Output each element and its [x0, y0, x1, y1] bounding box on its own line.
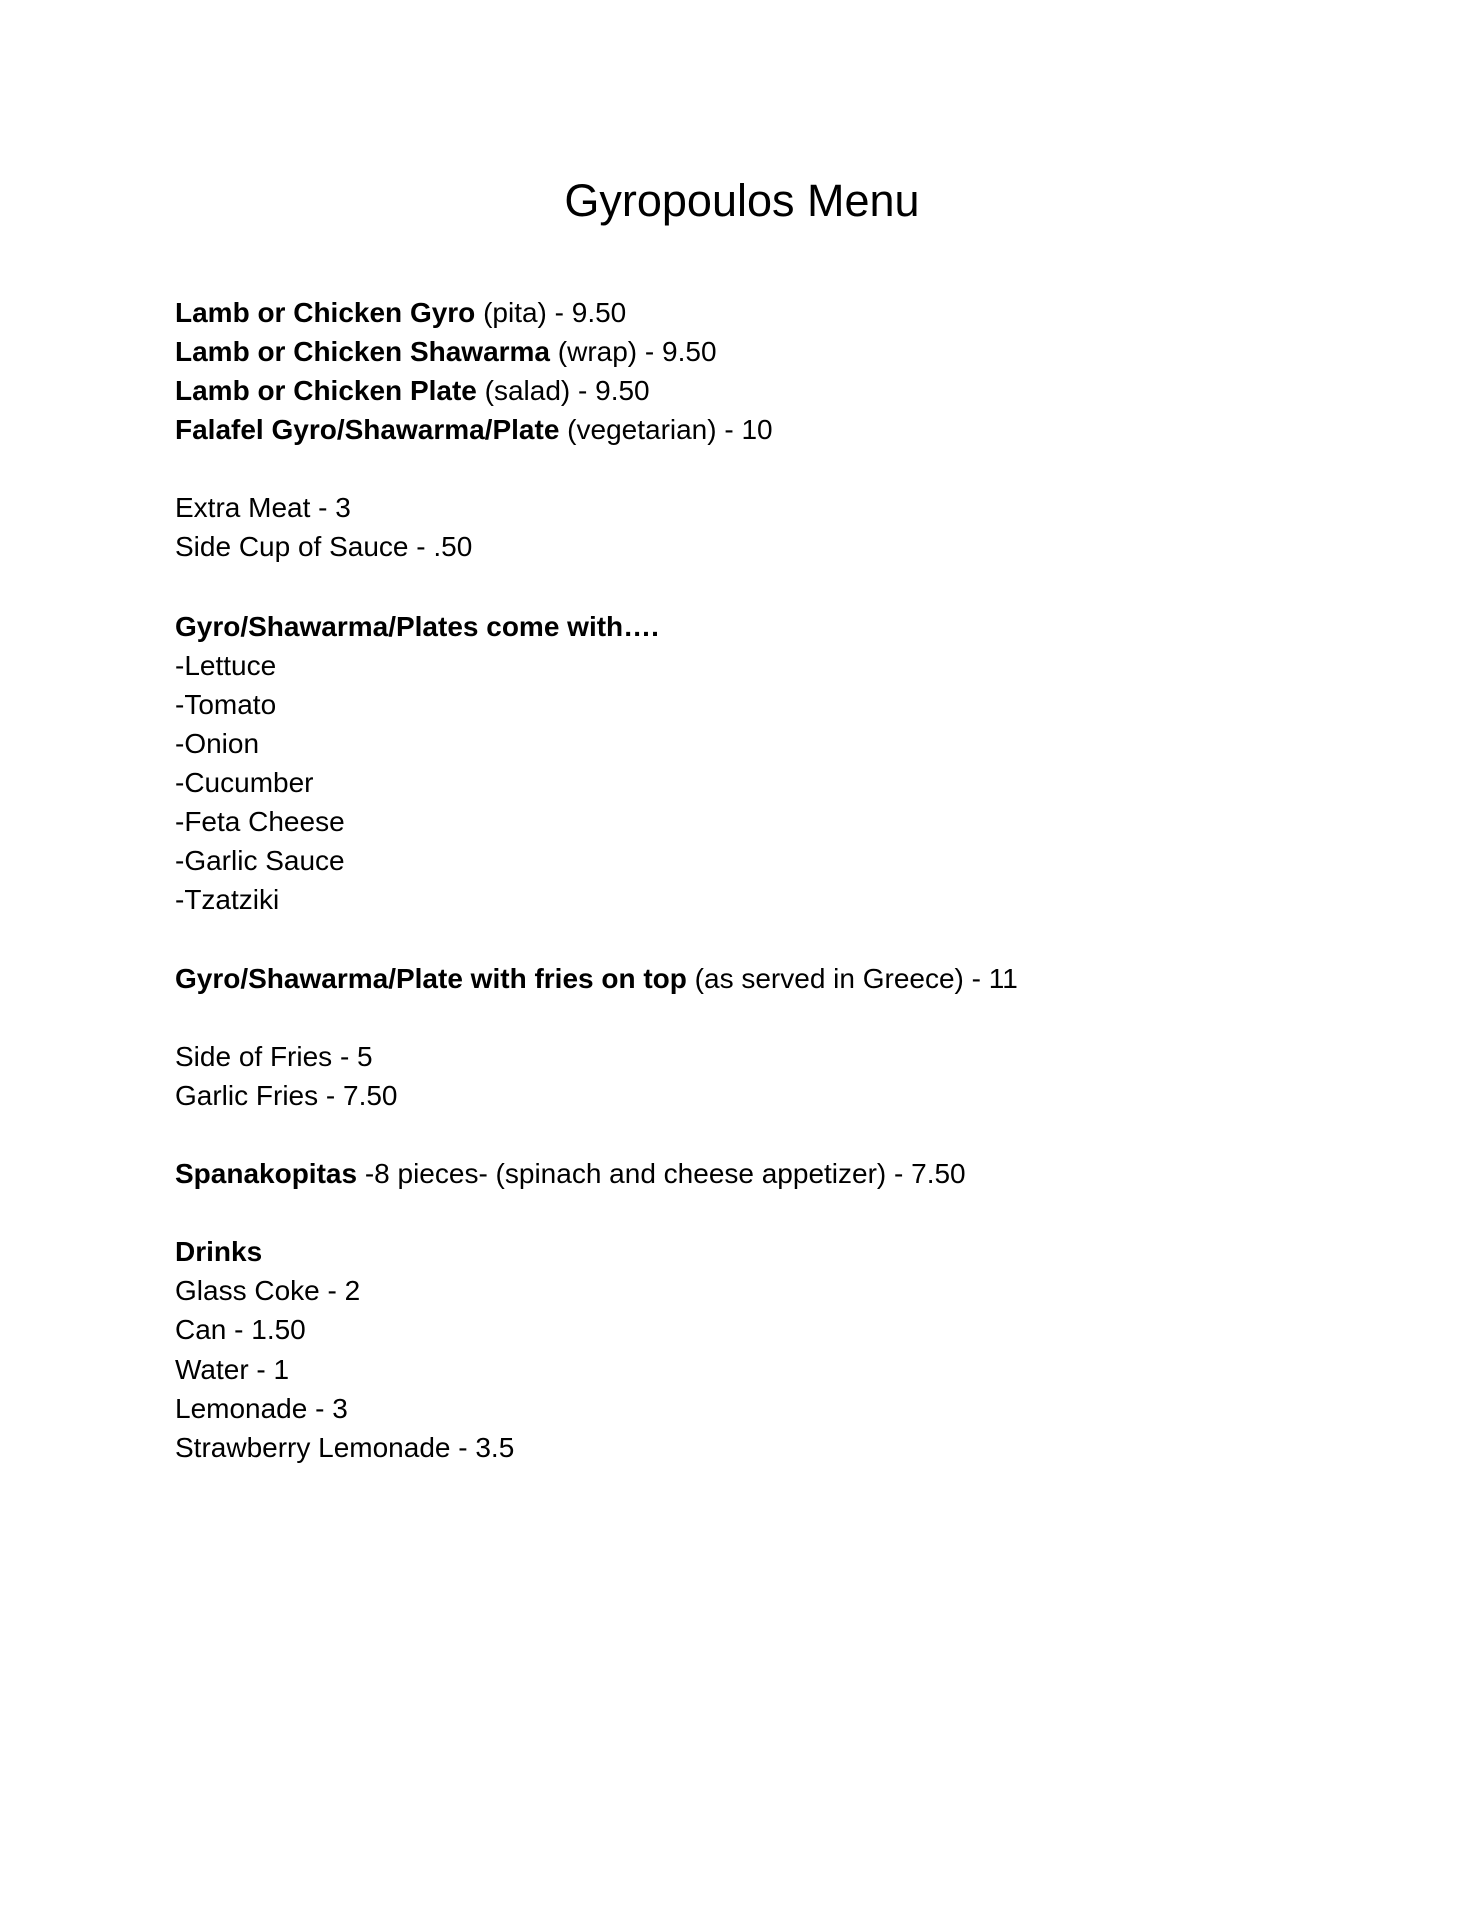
- menu-item-fries-on-top: [175, 962, 1018, 996]
- drink-item: Glass Coke - 2: [175, 1275, 361, 1306]
- side-item: Side of Fries - 5: [175, 1041, 373, 1072]
- drinks-heading: Drinks: [175, 1236, 263, 1267]
- topping-item: -Garlic Sauce: [175, 845, 345, 876]
- menu-item-falafel: [175, 413, 773, 447]
- menu-item-lamb-chicken-shawarma: [175, 335, 717, 369]
- menu-item-name: Lamb or Chicken Plate: [175, 375, 477, 406]
- topping-item: -Cucumber: [175, 767, 314, 798]
- menu-item-detail: (as served in Greece) - 11: [686, 963, 1018, 994]
- topping-item: -Lettuce: [175, 650, 277, 681]
- drink-item: Lemonade - 3: [175, 1393, 348, 1424]
- page-title: Gyropoulos Menu: [564, 175, 920, 226]
- menu-item-detail: (vegetarian) - 10: [559, 414, 773, 445]
- menu-item-name: Lamb or Chicken Shawarma: [175, 336, 551, 367]
- menu-item-name: Gyro/Shawarma/Plate with fries on top: [175, 963, 687, 994]
- drink-item: Strawberry Lemonade - 3.5: [175, 1432, 515, 1463]
- topping-item: -Onion: [175, 728, 260, 759]
- menu-item-detail: (wrap) - 9.50: [550, 336, 717, 367]
- topping-item: -Tomato: [175, 689, 277, 720]
- menu-item-detail: (salad) - 9.50: [476, 375, 650, 406]
- extra-item: Side Cup of Sauce - .50: [175, 531, 473, 562]
- drink-item: Water - 1: [175, 1354, 290, 1385]
- topping-item: -Feta Cheese: [175, 806, 345, 837]
- menu-item-lamb-chicken-gyro: [175, 296, 626, 330]
- menu-item-spanakopitas: [175, 1157, 966, 1191]
- menu-item-detail: (pita) - 9.50: [475, 297, 627, 328]
- menu-item-detail: -8 pieces- (spinach and cheese appetizer) - 7.50: [357, 1158, 966, 1189]
- extra-item: Extra Meat - 3: [175, 492, 351, 523]
- side-item: Garlic Fries - 7.50: [175, 1080, 398, 1111]
- drink-item: Can - 1.50: [175, 1314, 306, 1345]
- menu-item-name: Falafel Gyro/Shawarma/Plate: [175, 414, 560, 445]
- toppings-heading: Gyro/Shawarma/Plates come with….: [175, 611, 659, 642]
- menu-item-name: Spanakopitas: [175, 1158, 358, 1189]
- menu-item-lamb-chicken-plate: [175, 374, 650, 408]
- topping-item: -Tzatziki: [175, 884, 280, 915]
- menu-item-name: Lamb or Chicken Gyro: [175, 297, 476, 328]
